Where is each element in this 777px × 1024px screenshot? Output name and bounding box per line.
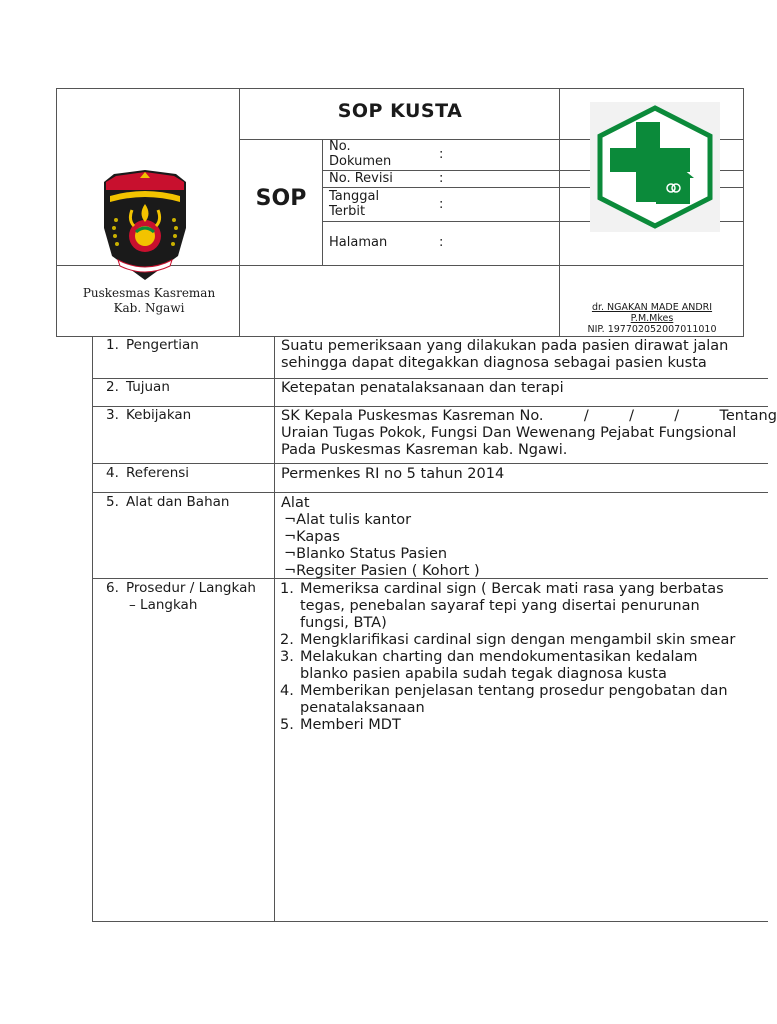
signatory-title: P.M.Mkes <box>630 313 674 324</box>
field-no-revisi-label: No. Revisi <box>329 171 393 186</box>
procedure-step: 2. Mengklarifikasi cardinal sign dengan mengambil skin smear <box>280 632 736 648</box>
list-item: ¬Kapas <box>281 529 480 546</box>
field-no-dokumen-colon: : <box>439 147 444 162</box>
org-line-2: Kab. Ngawi <box>113 301 185 315</box>
org-line-1: Puskesmas Kasreman <box>82 286 216 300</box>
field-tanggal-terbit-colon: : <box>439 197 444 212</box>
sk-slash: / <box>674 408 680 424</box>
row-content-kebijakan <box>281 408 777 459</box>
row-label-continued: – Langkah <box>129 597 198 613</box>
list-item: ¬Blanko Status Pasien <box>281 546 480 563</box>
row-label-alat-dan-bahan <box>106 494 229 511</box>
row-content-pengertian <box>281 338 728 372</box>
row-label-pengertian <box>106 337 199 354</box>
row-number: 1. <box>106 337 119 353</box>
bullet-icon: ¬ <box>284 512 297 528</box>
row-label-tujuan <box>106 379 170 396</box>
field-no-dokumen-label: No. Dokumen <box>329 139 392 169</box>
row-number: 5. <box>106 494 119 510</box>
sk-slash: / <box>629 408 634 424</box>
row-label: Tujuan <box>126 379 170 395</box>
row-label: Kebijakan <box>126 407 192 423</box>
organization-name <box>58 286 240 316</box>
content-line: Pada Puskesmas Kasreman kab. Ngawi. <box>281 442 568 458</box>
list-item: ¬Regsiter Pasien ( Kohort ) <box>281 563 480 580</box>
document-title: SOP KUSTA <box>337 100 463 122</box>
content-line: Uraian Tugas Pokok, Fungsi Dan Wewenang Pejabat Fungsional <box>281 425 737 441</box>
row-label: Prosedur / Langkah <box>126 580 256 596</box>
content-line: sehingga dapat ditegakkan diagnosa sebagai pasien kusta <box>281 355 707 371</box>
signatory-block <box>562 302 742 335</box>
row-label-referensi <box>106 465 189 482</box>
row-label: Pengertian <box>126 337 199 353</box>
field-halaman-colon: : <box>439 235 444 250</box>
row-content-prosedur <box>280 581 776 734</box>
row-number: 4. <box>106 465 119 481</box>
row-number: 6. <box>106 580 119 596</box>
row-content-referensi <box>281 466 504 483</box>
bullet-icon: ¬ <box>284 529 297 545</box>
procedure-step: 4. Memberikan penjelasan tentang prosedur pengobatan dan penatalaksanaan <box>280 683 728 716</box>
procedure-step: 5. Memberi MDT <box>280 717 401 733</box>
regency-logo <box>100 168 190 288</box>
field-tanggal-terbit-label: Tanggal Terbit <box>329 189 380 219</box>
content-line: Permenkes RI no 5 tahun 2014 <box>281 466 505 482</box>
field-no-revisi-colon: : <box>439 171 444 186</box>
sk-slash: / <box>583 408 589 424</box>
row-content-alat-dan-bahan <box>281 495 480 580</box>
puskesmas-logo <box>590 102 720 232</box>
procedure-steps <box>280 581 776 734</box>
procedure-step: 1. Memeriksa cardinal sign ( Bercak mati rasa yang berbatas tegas, penebalan sayaraf tepi yang disertai penurunan fungsi, BTA) <box>280 581 724 631</box>
sk-text: SK Kepala Puskesmas Kasreman No. <box>281 408 544 424</box>
row-label: Referensi <box>126 465 190 481</box>
signatory-name: dr. NGAKAN MADE ANDRI <box>591 302 713 313</box>
alat-heading: Alat <box>281 495 310 511</box>
bullet-icon: ¬ <box>284 546 297 562</box>
row-label-prosedur <box>106 580 256 614</box>
field-halaman-label: Halaman <box>329 235 388 250</box>
sop-label: SOP <box>255 186 307 211</box>
bullet-icon: ¬ <box>284 563 297 579</box>
procedure-step: 3. Melakukan charting dan mendokumentasikan kedalam blanko pasien apabila sudah tegak diagnosa kusta <box>280 649 698 682</box>
sk-line <box>281 408 777 425</box>
list-item: ¬Alat tulis kantor <box>281 512 480 529</box>
row-label-kebijakan <box>106 407 191 424</box>
row-label: Alat dan Bahan <box>126 494 230 510</box>
row-content-tujuan <box>281 380 564 397</box>
sk-tentang: Tentang <box>719 408 777 424</box>
signatory-nip: NIP. 197702052007011010 <box>587 324 717 335</box>
row-number: 3. <box>106 407 119 423</box>
content-line: Suatu pemeriksaan yang dilakukan pada pasien dirawat jalan <box>281 338 729 354</box>
row-number: 2. <box>106 379 119 395</box>
content-line: Ketepatan penatalaksanaan dan terapi <box>281 380 564 396</box>
